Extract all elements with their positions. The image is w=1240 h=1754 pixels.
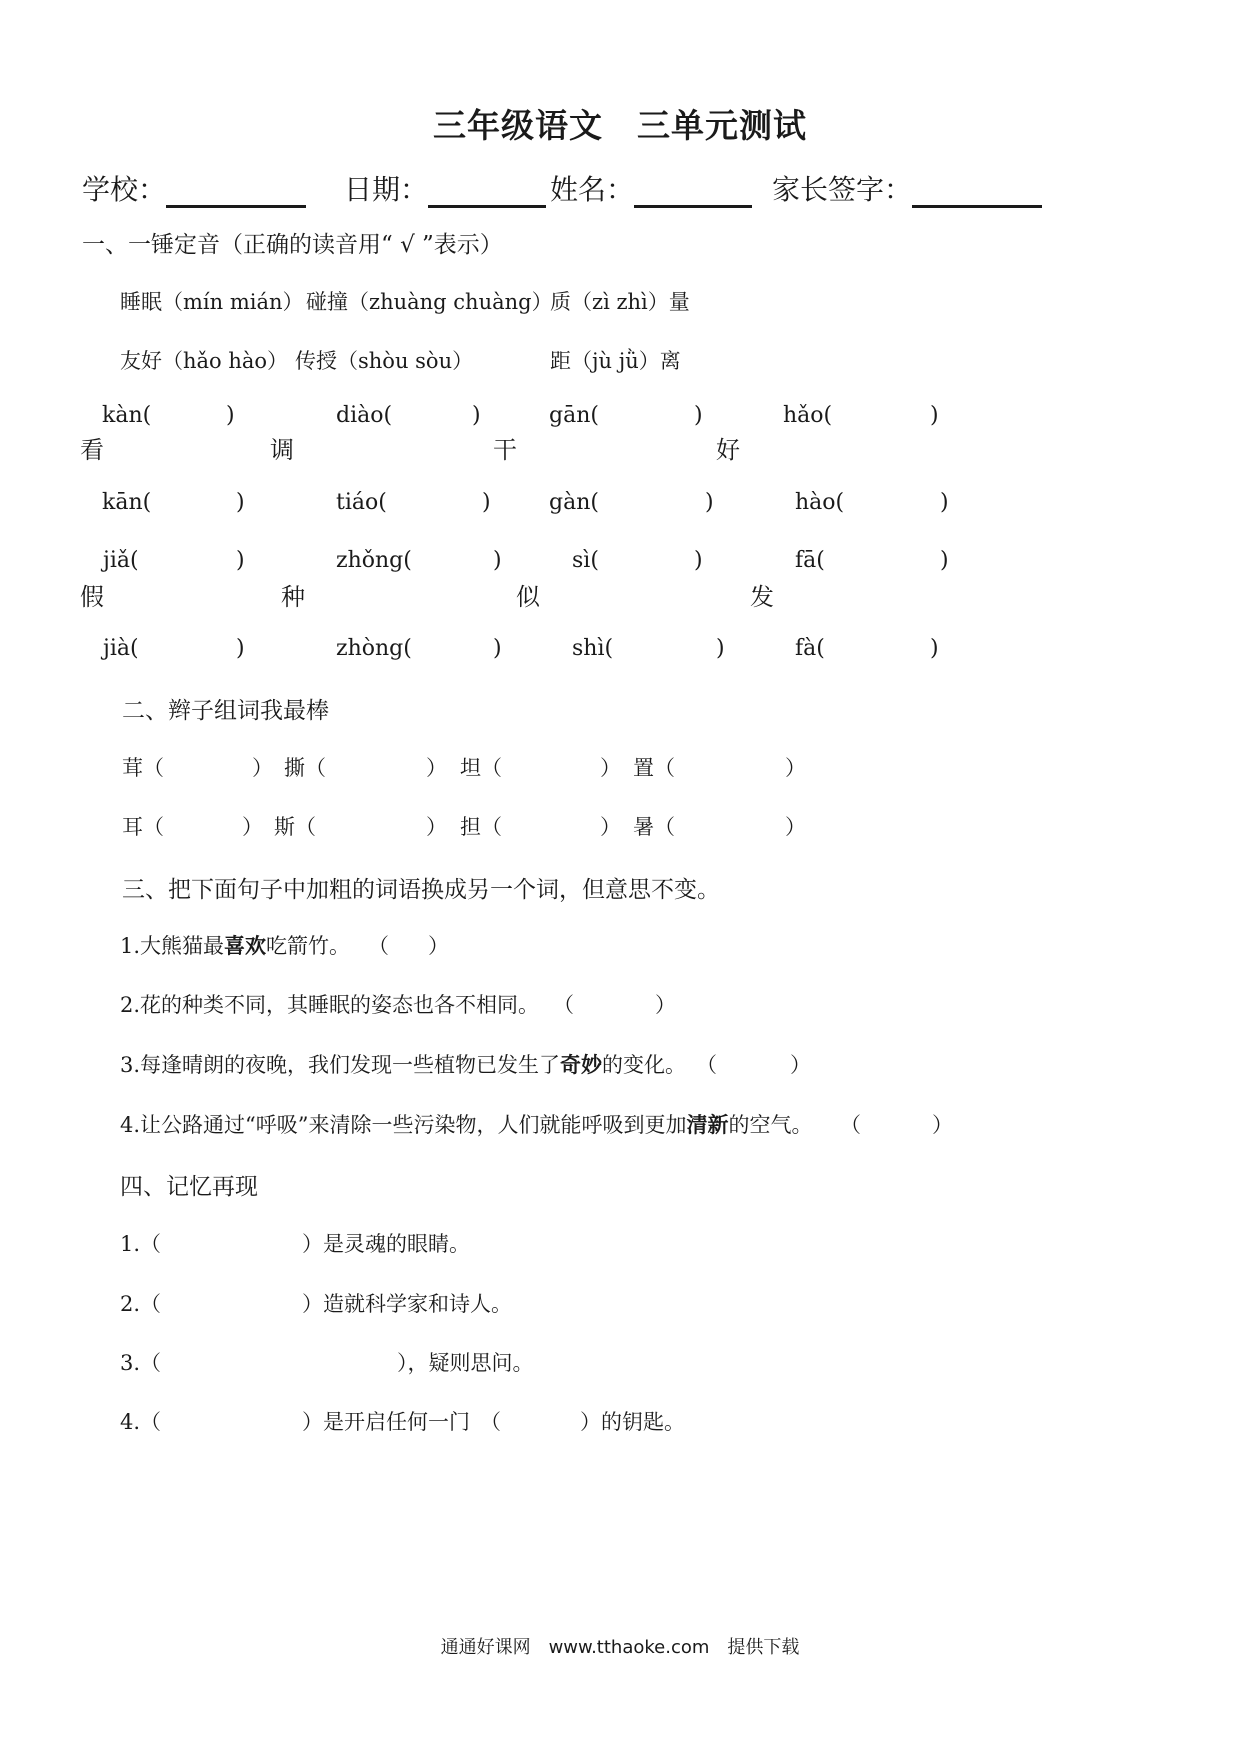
pinyin-blank[interactable]: sì( <box>572 548 599 573</box>
memory-item: ）的钥匙。 <box>580 1410 685 1434</box>
close-paren: ) <box>694 548 703 573</box>
sentence-item: 1.大熊猫最喜欢吃箭竹。 <box>120 934 351 958</box>
fill-blank[interactable]: 1.（ <box>120 1232 162 1256</box>
pinyin-blank[interactable]: gàn( <box>549 490 599 515</box>
section2-heading: 二、辫子组词我最棒 <box>122 698 329 724</box>
close-paren: ) <box>930 636 939 661</box>
close-paren: ） <box>790 1053 811 1077</box>
memory-item: ），疑则思问。 <box>397 1351 534 1375</box>
answer-blank[interactable]: （ <box>696 1053 717 1077</box>
close-paren: ） <box>785 756 806 780</box>
word-blank[interactable]: 坦（ <box>460 756 502 780</box>
footer-credit: 通通好课网 www.tthaoke.com 提供下载 <box>440 1637 800 1658</box>
parent-sign-field <box>772 168 1042 208</box>
memory-item: ）造就科学家和诗人。 <box>302 1292 512 1316</box>
word-blank[interactable]: 撕（ <box>284 756 326 780</box>
page-title: 三年级语文 三单元测试 <box>433 106 807 145</box>
pinyin-blank[interactable]: tiáo( <box>336 490 387 515</box>
pinyin-blank[interactable]: jià( <box>103 636 139 661</box>
close-paren: ) <box>705 490 714 515</box>
polyphone-char: 似 <box>516 583 540 611</box>
close-paren: ) <box>493 548 502 573</box>
pinyin-blank[interactable]: zhǒng( <box>336 548 412 573</box>
pinyin-blank[interactable]: gān( <box>549 403 599 428</box>
sentence-item: 2.花的种类不同，其睡眠的姿态也各不相同。 <box>120 993 540 1017</box>
name-label: 姓名： <box>550 173 635 206</box>
word-blank[interactable]: 担（ <box>460 815 502 839</box>
pinyin-blank[interactable]: kàn( <box>102 403 152 428</box>
close-paren: ） <box>932 1113 953 1137</box>
answer-blank[interactable]: （ <box>553 993 574 1017</box>
polyphone-char: 干 <box>493 436 517 464</box>
fill-blank[interactable]: 3.（ <box>120 1351 162 1375</box>
word-blank[interactable]: 暑（ <box>633 815 675 839</box>
close-paren: ) <box>236 548 245 573</box>
name-blank[interactable] <box>634 175 752 208</box>
pinyin-blank[interactable]: hǎo( <box>783 403 833 428</box>
fill-blank[interactable]: 2.（ <box>120 1292 162 1316</box>
close-paren: ) <box>236 490 245 515</box>
close-paren: ） <box>242 815 263 839</box>
choice-item[interactable]: 碰撞（zhuàng chuàng） <box>306 290 553 314</box>
close-paren: ） <box>785 815 806 839</box>
polyphone-char: 发 <box>750 583 774 611</box>
word-blank[interactable]: 斯（ <box>274 815 316 839</box>
close-paren: ) <box>482 490 491 515</box>
memory-item: ）是灵魂的眼睛。 <box>302 1232 470 1256</box>
memory-item: ）是开启任何一门 <box>302 1410 470 1434</box>
name-field <box>550 168 752 208</box>
word-blank[interactable]: 茸（ <box>122 756 164 780</box>
close-paren: ) <box>716 636 725 661</box>
pinyin-blank[interactable]: jiǎ( <box>103 548 139 573</box>
pinyin-blank[interactable]: zhòng( <box>336 636 412 661</box>
sentence-item: 3.每逢晴朗的夜晚，我们发现一些植物已发生了奇妙的变化。 <box>120 1053 687 1077</box>
school-field <box>82 168 306 208</box>
fill-blank[interactable]: 4.（ <box>120 1410 162 1434</box>
choice-item[interactable]: 质（zì zhì）量 <box>550 290 690 314</box>
date-blank[interactable] <box>428 175 546 208</box>
pinyin-blank[interactable]: fā( <box>795 548 825 573</box>
school-label: 学校： <box>82 173 167 206</box>
pinyin-blank[interactable]: diào( <box>336 403 393 428</box>
pinyin-blank[interactable]: hào( <box>795 490 845 515</box>
section4-heading: 四、记忆再现 <box>120 1174 258 1200</box>
choice-item[interactable]: 距（jù jǜ）离 <box>550 349 681 373</box>
word-blank[interactable]: 置（ <box>633 756 675 780</box>
choice-item[interactable]: 友好（hǎo hào） <box>120 349 289 373</box>
close-paren: ) <box>472 403 481 428</box>
close-paren: ） <box>655 993 676 1017</box>
polyphone-char: 好 <box>716 436 740 464</box>
date-field <box>344 168 546 208</box>
close-paren: ) <box>694 403 703 428</box>
parent-sign-blank[interactable] <box>912 175 1042 208</box>
close-paren: ） <box>428 934 449 958</box>
choice-item[interactable]: 传授（shòu sòu） <box>295 349 474 373</box>
close-paren: ） <box>600 815 621 839</box>
close-paren: ) <box>940 548 949 573</box>
close-paren: ） <box>252 756 273 780</box>
pinyin-blank[interactable]: kān( <box>102 490 152 515</box>
bold-word: 喜欢 <box>224 934 267 958</box>
answer-blank[interactable]: （ <box>368 934 389 958</box>
sentence-item: 4.让公路通过“呼吸”来清除一些污染物，人们就能呼吸到更加清新的空气。 <box>120 1113 813 1137</box>
close-paren: ) <box>940 490 949 515</box>
polyphone-char: 看 <box>80 436 104 464</box>
pinyin-blank[interactable]: shì( <box>572 636 614 661</box>
date-label: 日期： <box>344 173 429 206</box>
close-paren: ) <box>930 403 939 428</box>
polyphone-char: 调 <box>270 436 294 464</box>
answer-blank[interactable]: （ <box>840 1113 861 1137</box>
pinyin-blank[interactable]: fà( <box>795 636 825 661</box>
close-paren: ） <box>600 756 621 780</box>
section1-heading: 一、一锤定音（正确的读音用“ √ ”表示） <box>82 232 503 258</box>
close-paren: ) <box>236 636 245 661</box>
close-paren: ) <box>226 403 235 428</box>
bold-word: 清新 <box>686 1113 729 1137</box>
choice-item[interactable]: 睡眠（mín mián） <box>120 290 304 314</box>
word-blank[interactable]: 耳（ <box>122 815 164 839</box>
parent-sign-label: 家长签字： <box>772 173 913 206</box>
polyphone-char: 种 <box>281 583 305 611</box>
fill-blank[interactable]: （ <box>480 1410 501 1434</box>
bold-word: 奇妙 <box>560 1053 603 1077</box>
school-blank[interactable] <box>166 175 306 208</box>
polyphone-char: 假 <box>80 583 104 611</box>
section3-heading: 三、把下面句子中加粗的词语换成另一个词，但意思不变。 <box>122 877 720 903</box>
close-paren: ) <box>493 636 502 661</box>
close-paren: ） <box>426 815 447 839</box>
close-paren: ） <box>426 756 447 780</box>
